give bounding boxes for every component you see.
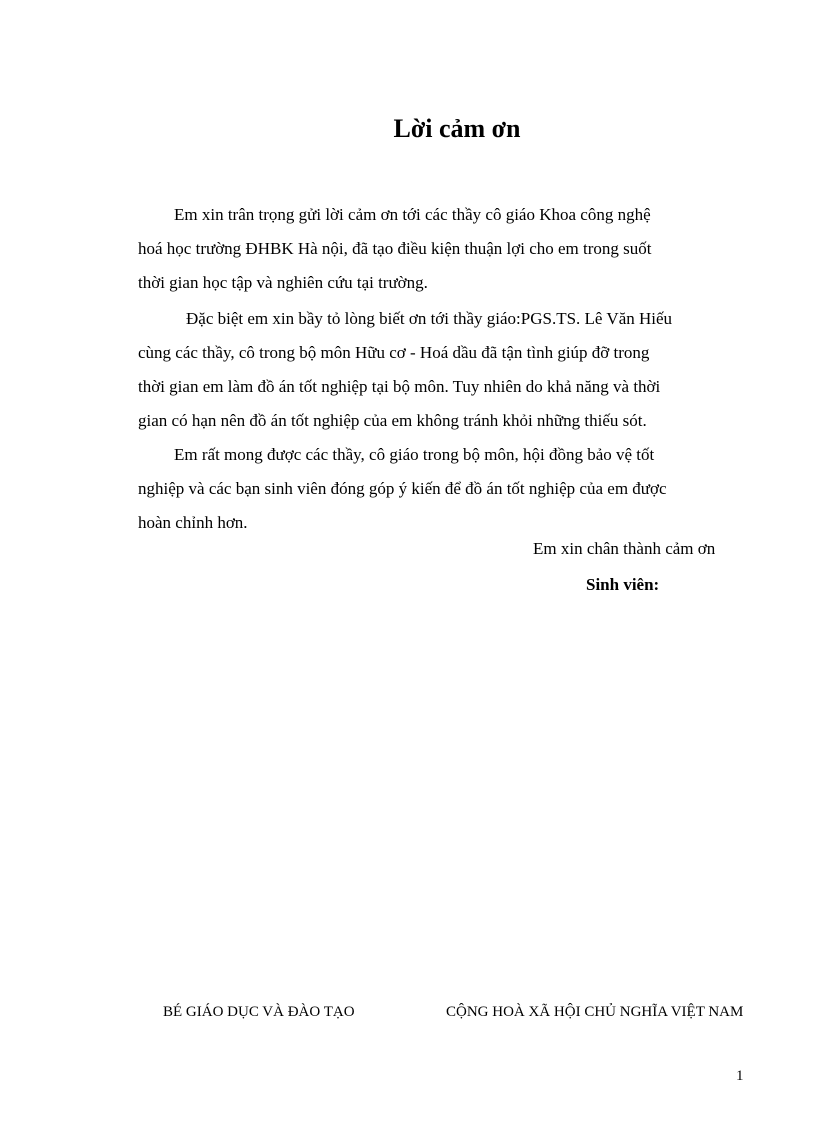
paragraph-1 (138, 198, 740, 300)
paragraph-line: Em xin trân trọng gửi lời cảm ơn tới các thầy cô giáo Khoa công nghệ (174, 205, 651, 224)
paragraph-line: hoàn chỉnh hơn. (138, 513, 248, 532)
footer-ministry: BÉ GIÁO DỤC VÀ ĐÀO TẠO (163, 1004, 355, 1020)
paragraph-line: cùng các thầy, cô trong bộ môn Hữu cơ - Hoá dầu đã tận tình giúp đỡ trong (138, 343, 650, 362)
paragraph-2 (138, 302, 740, 438)
page-number: 1 (736, 1068, 744, 1084)
closing-thanks: Em xin chân thành cảm ơn (533, 539, 716, 558)
paragraph-line: gian có hạn nên đồ án tốt nghiệp của em không tránh khỏi những thiếu sót. (138, 411, 647, 430)
signature-label: Sinh viên: (586, 575, 660, 594)
page-title: Lời cảm ơn (393, 114, 521, 143)
paragraph-3 (138, 438, 740, 540)
paragraph-line: Em rất mong được các thầy, cô giáo trong bộ môn, hội đồng bảo vệ tốt (174, 445, 655, 464)
paragraph-line: thời gian em làm đồ án tốt nghiệp tại bộ môn. Tuy nhiên do khả năng và thời (138, 377, 661, 396)
paragraph-line: hoá học trường ĐHBK Hà nội, đã tạo điều kiện thuận lợi cho em trong suốt (138, 239, 652, 258)
paragraph-line: nghiệp và các bạn sinh viên đóng góp ý kiến để đồ án tốt nghiệp của em được (138, 479, 667, 498)
paragraph-line: Đặc biệt em xin bầy tỏ lòng biết ơn tới thầy giáo:PGS.TS. Lê Văn Hiếu (186, 309, 673, 328)
paragraph-line: thời gian học tập và nghiên cứu tại trường. (138, 273, 428, 292)
footer-republic: CỘNG HOÀ XÃ HỘI CHỦ NGHĨA VIỆT NAM (446, 1004, 744, 1020)
